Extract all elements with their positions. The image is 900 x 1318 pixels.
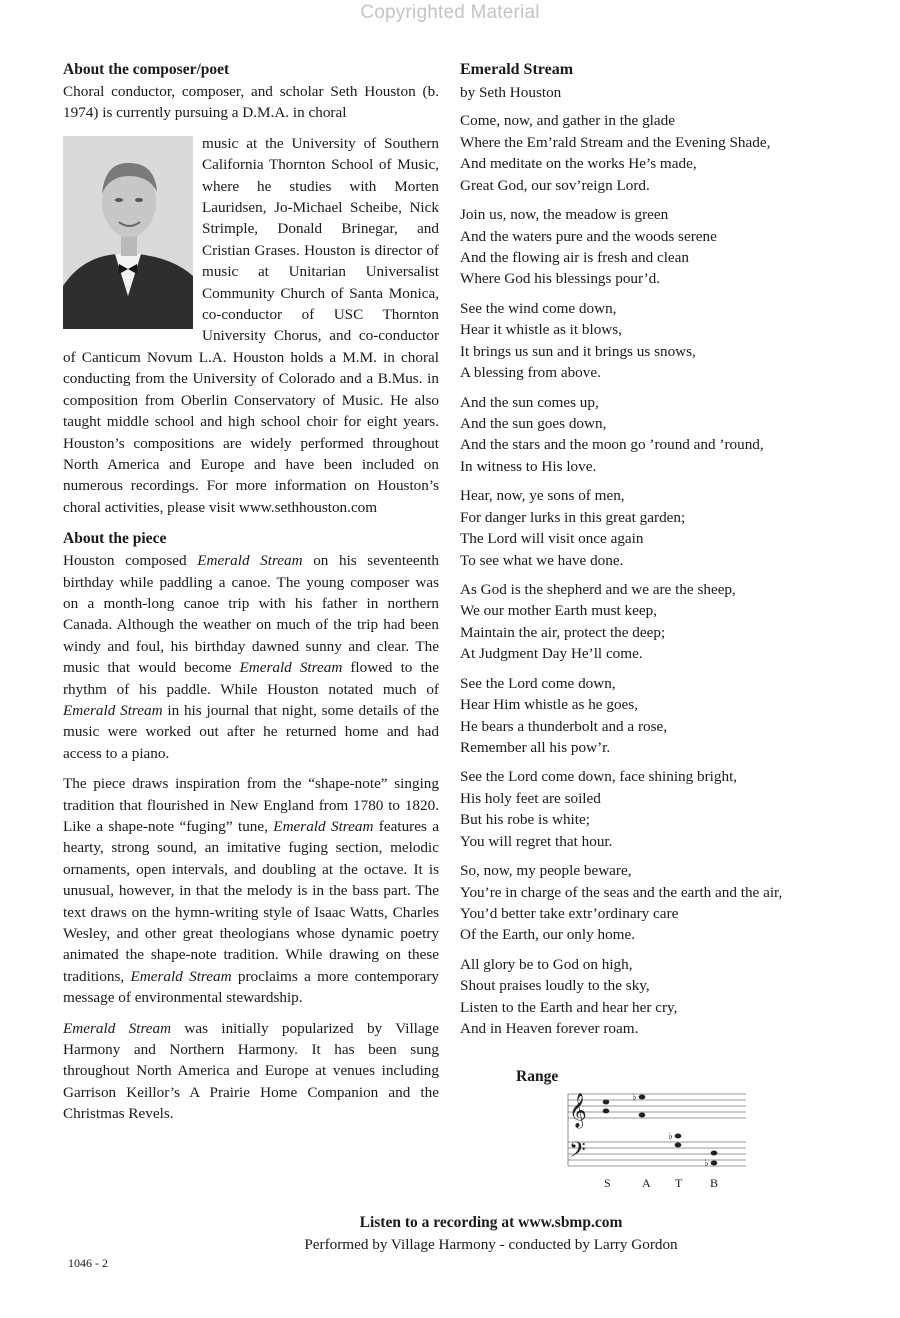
poem-line: All glory be to God on high, [460, 955, 633, 973]
poem-line: And in Heaven forever roam. [460, 1020, 639, 1038]
poem-line: Join us, now, the meadow is green [460, 206, 669, 224]
poem-line: And the stars and the moon go ’round and ’round, [460, 436, 764, 454]
poem-line: The Lord will visit once again [460, 530, 644, 548]
poem-stanza [460, 673, 880, 759]
composer-bio: music at the University of Southern California Thornton School of Music, where he studies with Morten Lauridsen, Jo-Michael Scheibe, Nick Strimple, Donald Brinegar, and Cristian Grases. Houston is director of music at Unitarian Universalist Community Church of Santa Monica, co-conductor of USC Thornton University Chorus, and co-conductor of Canticum Novum L.A. Houston holds a M.M. in choral conducting from the University of Colorado and a B.Mus. in composition from Oberlin Conservatory of Music. He also taught middle school and high school choir for eight years. Houston’s compositions are widely performed throughout North America and Europe and have been included on numerous recordings. For more information on Houston’s choral activities, please visit www.sethhouston.com [63, 134, 439, 516]
composer-heading: About the composer/poet [63, 61, 230, 78]
piece-paragraph-1: Houston composed Emerald Stream on his seventeenth birthday while paddling a canoe. The young composer was on a month-long canoe trip with his father in northern Canada. Although the weather on much of the trip had been windy and foul, his birthday dawned sunny and clear. The music that would become Emerald Stream flowed to the rhythm of his paddle. While Houston notated much of Emerald Stream in his journal that night, some details of the music were worked out after he returned home and had access to a piano. [63, 552, 439, 762]
poem-line: Come, now, and gather in the glade [460, 112, 675, 130]
poem-line: A blessing from above. [460, 364, 601, 382]
voice-label-soprano: S [604, 1176, 611, 1190]
voice-label-bass: B [710, 1176, 719, 1190]
poem-stanza [460, 954, 880, 1040]
poem-stanza [460, 298, 880, 384]
svg-text:♭: ♭ [668, 1131, 673, 1142]
poem-stanza [460, 860, 880, 946]
voice-label-alto: A [642, 1176, 651, 1190]
poem-line: But his robe is white; [460, 811, 590, 829]
range-label: Range [516, 1068, 559, 1085]
poem-line: Remember all his pow’r. [460, 738, 611, 756]
poem-line: Great God, our sov’reign Lord. [460, 176, 650, 194]
poem-line: Of the Earth, our only home. [460, 926, 636, 944]
page-number: 1046 - 2 [68, 1256, 108, 1270]
poem-stanzas [460, 110, 880, 1039]
poem-line: And the sun comes up, [460, 393, 599, 411]
copyright-watermark: Copyrighted Material [360, 2, 540, 23]
poem-line: Maintain the air, protect the deep; [460, 623, 666, 641]
poem-line: And the waters pure and the woods serene [460, 227, 717, 245]
poem-title: Emerald Stream [460, 61, 574, 78]
poem-line: He bears a thunderbolt and a rose, [460, 717, 668, 735]
poem-line: See the wind come down, [460, 299, 617, 317]
poem-stanza [460, 204, 880, 290]
poem-line: Listen to the Earth and hear her cry, [460, 998, 678, 1016]
poem-line: At Judgment Day He’ll come. [460, 645, 643, 663]
poem-stanza [460, 485, 880, 571]
poem-line: As God is the shepherd and we are the sheep, [460, 581, 736, 598]
poem-author: by Seth Houston [460, 84, 562, 101]
poem-line: For danger lurks in this great garden; [460, 508, 686, 526]
poem-line: We our mother Earth must keep, [460, 602, 657, 620]
poem-line: So, now, my people beware, [460, 862, 632, 880]
performance-credit: Performed by Village Harmony - conducted by Larry Gordon [304, 1236, 678, 1253]
poem-line: And the flowing air is fresh and clean [460, 248, 690, 266]
poem-line: See the Lord come down, [460, 674, 616, 692]
composer-photo [63, 136, 193, 329]
piece-paragraph-2: The piece draws inspiration from the “shape-note” singing tradition that flourished in New England from 1780 to 1820. Like a shape-note “fuging” tune, Emerald Stream features a hearty, strong sound, an imitative fuging section, melodic ornaments, open intervals, and doubling at the octave. It is unusual, however, in that the melody is in the bass part. The text draws on the hymn-writing style of Isaac Watts, Charles Wesley, and other great theologians whose dynamic poetry animated the shape-note tradition. While drawing on these traditions, Emerald Stream proclaims a more contemporary message of environmental stewardship. [63, 775, 439, 1007]
poem-line: Shout praises loudly to the sky, [460, 977, 650, 995]
treble-clef-icon: 𝄞 [569, 1093, 587, 1128]
range-staff [566, 1084, 748, 1176]
poem-line: Where the Em’rald Stream and the Evening Shade, [460, 133, 771, 151]
poem-stanza [460, 766, 880, 852]
svg-text:♭: ♭ [704, 1158, 709, 1169]
recording-link[interactable]: Listen to a recording at www.sbmp.com [359, 1214, 623, 1231]
poem-line: Hear, now, ye sons of men, [460, 487, 625, 505]
poem-line: To see what we have done. [460, 551, 624, 569]
poem-line: Where God his blessings pour’d. [460, 270, 661, 288]
poem-line: You’d better take extr’ordinary care [460, 904, 679, 922]
poem-line: And meditate on the works He’s made, [460, 155, 697, 173]
piece-heading: About the piece [63, 530, 167, 548]
poem-stanza [460, 392, 880, 478]
poem-line: You will regret that hour. [460, 832, 613, 850]
vocal-range [514, 1068, 754, 1198]
left-column [63, 58, 439, 1134]
poem-line: See the Lord come down, face shining bright, [460, 768, 738, 786]
poem-stanza [460, 110, 880, 196]
poem-column [460, 58, 880, 1048]
poem-line: In witness to His love. [460, 457, 597, 475]
svg-text:♭: ♭ [632, 1092, 637, 1103]
piece-title: Emerald Stream [197, 552, 303, 570]
poem-stanza [460, 579, 880, 665]
bass-clef-icon: 𝄢 [569, 1138, 586, 1168]
poem-line: Hear it whistle as it blows, [460, 321, 622, 339]
piece-paragraph-3: Emerald Stream was initially popularized by Village Harmony and Northern Harmony. It has been sung throughout North America and Europe at venues including Garrison Keillor’s A Prairie Home Companion and the Christmas Revels. [63, 1019, 439, 1123]
poem-line: And the sun goes down, [460, 414, 607, 432]
poem-line: It brings us sun and it brings us snows, [460, 342, 696, 360]
composer-intro: Choral conductor, composer, and scholar Seth Houston (b. 1974) is currently pursuing a D.M.A. in choral [63, 83, 439, 122]
poem-line: Hear Him whistle as he goes, [460, 696, 638, 714]
voice-label-tenor: T [675, 1176, 683, 1190]
poem-line: His holy feet are soiled [460, 789, 601, 807]
poem-line: You’re in charge of the seas and the earth and the air, [460, 883, 783, 901]
